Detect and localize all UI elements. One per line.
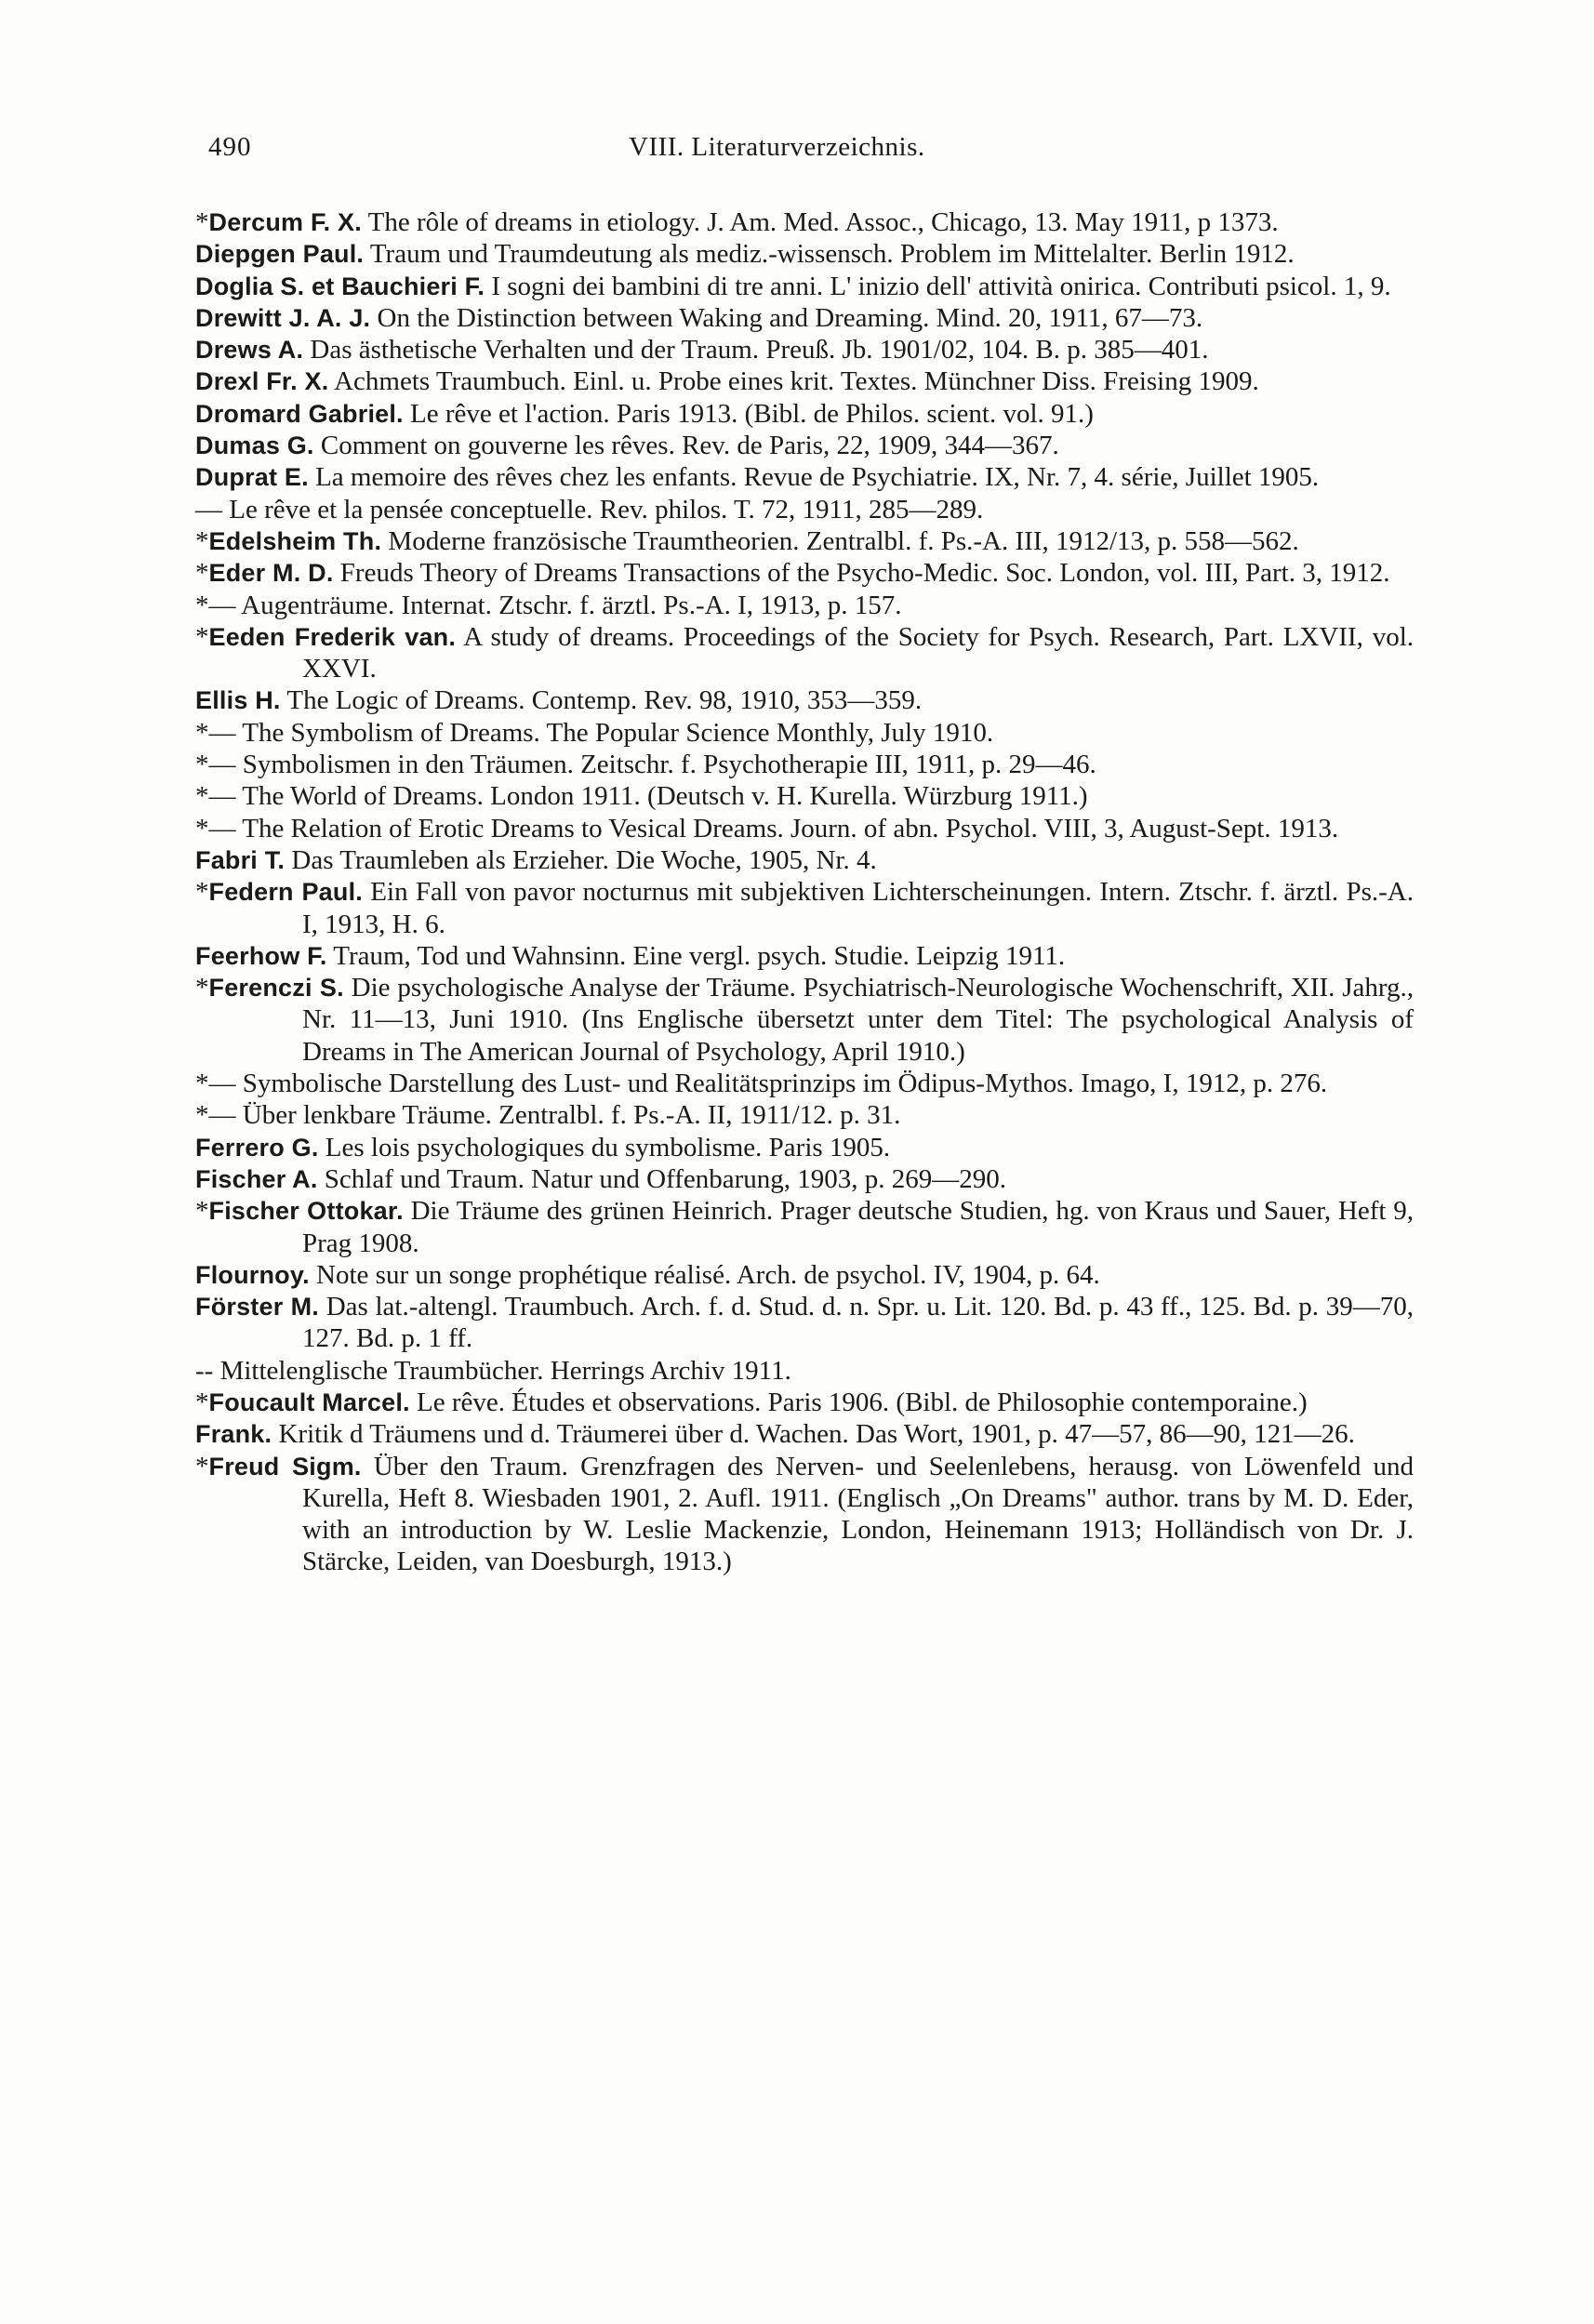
entry-author: Drexl Fr. X.: [195, 367, 329, 396]
reference-marker: *: [195, 1387, 209, 1417]
bibliography-entry: [195, 1259, 1414, 1291]
entry-text: — Le rêve et la pensée conceptuelle. Rev. philos. T. 72, 1911, 285—289.: [195, 494, 984, 525]
bibliography-entry: [195, 525, 1414, 557]
entry-author: Federn Paul.: [208, 878, 363, 907]
entry-text: Das ästhetische Verhalten und der Traum. Preuß. Jb. 1901/02, 104. B. p. 385—401.: [303, 335, 1209, 365]
reference-marker: *: [195, 813, 209, 843]
entry-text: — The Symbolism of Dreams. The Popular Science Monthly, July 1910.: [208, 717, 994, 748]
entry-text: Traum und Traumdeutung als mediz.-wissensch. Problem im Mittelalter. Berlin 1912.: [364, 239, 1295, 270]
bibliography-entry: [195, 621, 1414, 685]
entry-author: Fischer A.: [195, 1164, 318, 1193]
entry-text: Schlaf und Traum. Natur und Offenbarung, 1903, p. 269—290.: [317, 1163, 1007, 1194]
entry-author: Flournoy.: [195, 1260, 310, 1289]
bibliography-entry: [195, 1291, 1414, 1355]
reference-marker: *: [195, 525, 209, 556]
entry-author: Diepgen Paul.: [195, 240, 365, 269]
entry-author: Eeden Frederik van.: [208, 622, 457, 651]
entry-author: Fabri T.: [195, 845, 286, 874]
bibliography-entry: [195, 813, 1414, 844]
bibliography-entry: [195, 302, 1414, 334]
entry-text: Note sur un songe prophétique réalisé. Arch. de psychol. IV, 1904, p. 64.: [309, 1259, 1100, 1290]
bibliography-entry: [195, 972, 1414, 1068]
bibliography-entry: [195, 1387, 1414, 1418]
entry-text: The rôle of dreams in etiology. J. Am. Med. Assoc., Chicago, 13. May 1911, p 1373.: [361, 207, 1279, 237]
bibliography-entry: [195, 430, 1414, 461]
entry-text: Le rêve et l'action. Paris 1913. (Bibl. de Philos. scient. vol. 91.): [403, 398, 1094, 429]
reference-marker: *: [195, 750, 209, 780]
reference-marker: *: [195, 1451, 209, 1481]
bibliography-entry: [195, 1418, 1414, 1450]
bibliography-entry: [195, 844, 1414, 876]
entry-text: Freuds Theory of Dreams Transactions of the Psycho-Medic. Soc. London, vol. III, Part. 3, 1912.: [333, 558, 1390, 589]
reference-marker: *: [195, 558, 209, 589]
entry-text: Ein Fall von pavor nocturnus mit subjektiven Lichterscheinungen. Intern. Ztschr. f. ärztl. Ps.-A. I, 1913, H. 6.: [302, 877, 1414, 939]
bibliography-entry: [195, 271, 1414, 302]
entry-text: Das lat.-altengl. Traumbuch. Arch. f. d. Stud. d. n. Spr. u. Lit. 120. Bd. p. 43 ff., 125. Bd. p. 39—70, 127. Bd. p. 1 ff.: [302, 1292, 1414, 1354]
bibliography-entry: [195, 1195, 1414, 1259]
entry-text: Les lois psychologiques du symbolisme. Paris 1905.: [318, 1132, 891, 1162]
entry-text: — Symbolische Darstellung des Lust- und Realitätsprinzips im Ödipus-Mythos. Imago, I, 1912, p. 276.: [208, 1069, 1328, 1099]
page-number: 490: [208, 132, 252, 162]
bibliography-entry: [195, 494, 1414, 525]
entry-text: Über den Traum. Grenzfragen des Nerven- und Seelenlebens, herausg. von Löwenfeld und Kurella, Heft 8. Wiesbaden 1901, 2. Aufl. 1911. (Englisch „On Dreams" author. trans by M. D. Eder, with an introduction by W. Leslie Mackenzie, London, Heinemann 1913; Holländisch von Dr. J. Stärcke, Leiden, van Doesburgh, 1913.): [302, 1451, 1414, 1577]
entry-text: Kritik d Träumens und d. Träumerei über d. Wachen. Das Wort, 1901, p. 47—57, 86—90, 121—26.: [272, 1419, 1355, 1450]
entry-text: Das Traumleben als Erzieher. Die Woche, 1905, Nr. 4.: [285, 844, 877, 875]
bibliography-list: [195, 206, 1414, 1578]
bibliography-entry: [195, 749, 1414, 780]
bibliography-entry: [195, 1099, 1414, 1131]
entry-text: -- Mittelenglische Traumbücher. Herrings Archiv 1911.: [195, 1355, 791, 1386]
entry-text: Comment on gouverne les rêves. Rev. de Paris, 22, 1909, 344—367.: [313, 431, 1059, 461]
entry-text: Die Träume des grünen Heinrich. Prager deutsche Studien, hg. von Kraus und Sauer, Heft 9, Prag 1908.: [302, 1196, 1414, 1258]
bibliography-entry: [195, 876, 1414, 940]
bibliography-entry: [195, 238, 1414, 270]
entry-author: Ferenczi S.: [208, 974, 344, 1003]
reference-marker: *: [195, 973, 209, 1003]
bibliography-entry: [195, 461, 1414, 493]
reference-marker: *: [195, 1069, 209, 1099]
entry-author: Dromard Gabriel.: [195, 399, 404, 428]
bibliography-entry: [195, 1132, 1414, 1163]
entry-author: Freud Sigm.: [208, 1452, 362, 1481]
entry-author: Frank.: [195, 1420, 272, 1449]
entry-text: — The Relation of Erotic Dreams to Vesical Dreams. Journ. of abn. Psychol. VIII, 3, August-Sept. 1913.: [208, 813, 1339, 843]
entry-author: Dercum F. X.: [208, 208, 362, 236]
bibliography-entry: [195, 717, 1414, 749]
bibliography-entry: [195, 684, 1414, 716]
entry-text: A study of dreams. Proceedings of the Society for Psych. Research, Part. LXVII, vol. XXVI.: [302, 621, 1415, 684]
bibliography-entry: [195, 1163, 1414, 1195]
reference-marker: *: [195, 877, 209, 908]
reference-marker: *: [195, 717, 209, 748]
bibliography-entry: [195, 365, 1414, 397]
bibliography-entry: [195, 206, 1414, 238]
entry-author: Edelsheim Th.: [208, 526, 382, 555]
entry-text: I sogni dei bambini di tre anni. L' inizio dell' attività onirica. Contributi psicol. 1, 9.: [485, 271, 1391, 301]
entry-author: Feerhow F.: [195, 941, 327, 970]
entry-author: Dumas G.: [195, 432, 314, 460]
entry-text: Die psychologische Analyse der Träume. Psychiatrisch-Neurologische Wochenschrift, XII. Jahrg., Nr. 11—13, Juni 1910. (Ins Englische übersetzt unter dem Titel: The psychological Analysis of Dreams in The American Journal of Psychology, April 1910.): [302, 973, 1414, 1067]
running-head: VIII. Literaturverzeichnis.: [629, 132, 925, 162]
entry-text: The Logic of Dreams. Contemp. Rev. 98, 1910, 353—359.: [280, 685, 923, 716]
bibliography-entry: [195, 1451, 1414, 1578]
entry-text: On the Distinction between Waking and Dreaming. Mind. 20, 1911, 67—73.: [370, 302, 1203, 333]
entry-author: Ferrero G.: [195, 1133, 319, 1162]
bibliography-entry: [195, 590, 1414, 621]
reference-marker: *: [195, 621, 209, 652]
bibliography-entry: [195, 334, 1414, 365]
reference-marker: *: [195, 207, 209, 237]
entry-text: — Symbolismen in den Träumen. Zeitschr. f. Psychotherapie III, 1911, p. 29—46.: [208, 750, 1096, 780]
bibliography-entry: [195, 940, 1414, 972]
entry-author: Drews A.: [195, 336, 304, 365]
bibliography-entry: [195, 398, 1414, 430]
entry-author: Förster M.: [195, 1293, 319, 1321]
entry-text: Le rêve. Études et observations. Paris 1906. (Bibl. de Philosophie contemporaine.): [409, 1387, 1308, 1417]
entry-text: — Augenträume. Internat. Ztschr. f. ärztl. Ps.-A. I, 1913, p. 157.: [208, 590, 902, 620]
entry-author: Duprat E.: [195, 463, 309, 492]
entry-text: Moderne französische Traumtheorien. Zentralbl. f. Ps.-A. III, 1912/13, p. 558—562.: [381, 525, 1299, 556]
entry-text: Achmets Traumbuch. Einl. u. Probe eines krit. Textes. Münchner Diss. Freising 1909.: [328, 366, 1259, 397]
entry-text: Traum, Tod und Wahnsinn. Eine vergl. psych. Studie. Leipzig 1911.: [326, 940, 1066, 971]
reference-marker: *: [195, 781, 209, 812]
bibliography-entry: [195, 1068, 1414, 1099]
entry-text: — The World of Dreams. London 1911. (Deutsch v. H. Kurella. Würzburg 1911.): [208, 781, 1088, 812]
bibliography-entry: [195, 557, 1414, 589]
entry-text: La memoire des rêves chez les enfants. Revue de Psychiatrie. IX, Nr. 7, 4. série, Juillet 1905.: [308, 462, 1320, 493]
entry-author: Fischer Ottokar.: [208, 1197, 404, 1226]
entry-author: Drewitt J. A. J.: [195, 303, 371, 332]
reference-marker: *: [195, 1196, 209, 1227]
reference-marker: *: [195, 1100, 209, 1131]
entry-author: Foucault Marcel.: [208, 1388, 410, 1416]
reference-marker: *: [195, 590, 209, 620]
bibliography-entry: [195, 780, 1414, 812]
entry-author: Eder M. D.: [208, 559, 334, 588]
entry-author: Doglia S. et Bauchieri F.: [195, 272, 485, 300]
entry-author: Ellis H.: [195, 686, 281, 715]
entry-text: — Über lenkbare Träume. Zentralbl. f. Ps.-A. II, 1911/12. p. 31.: [208, 1100, 901, 1131]
bibliography-entry: [195, 1355, 1414, 1387]
